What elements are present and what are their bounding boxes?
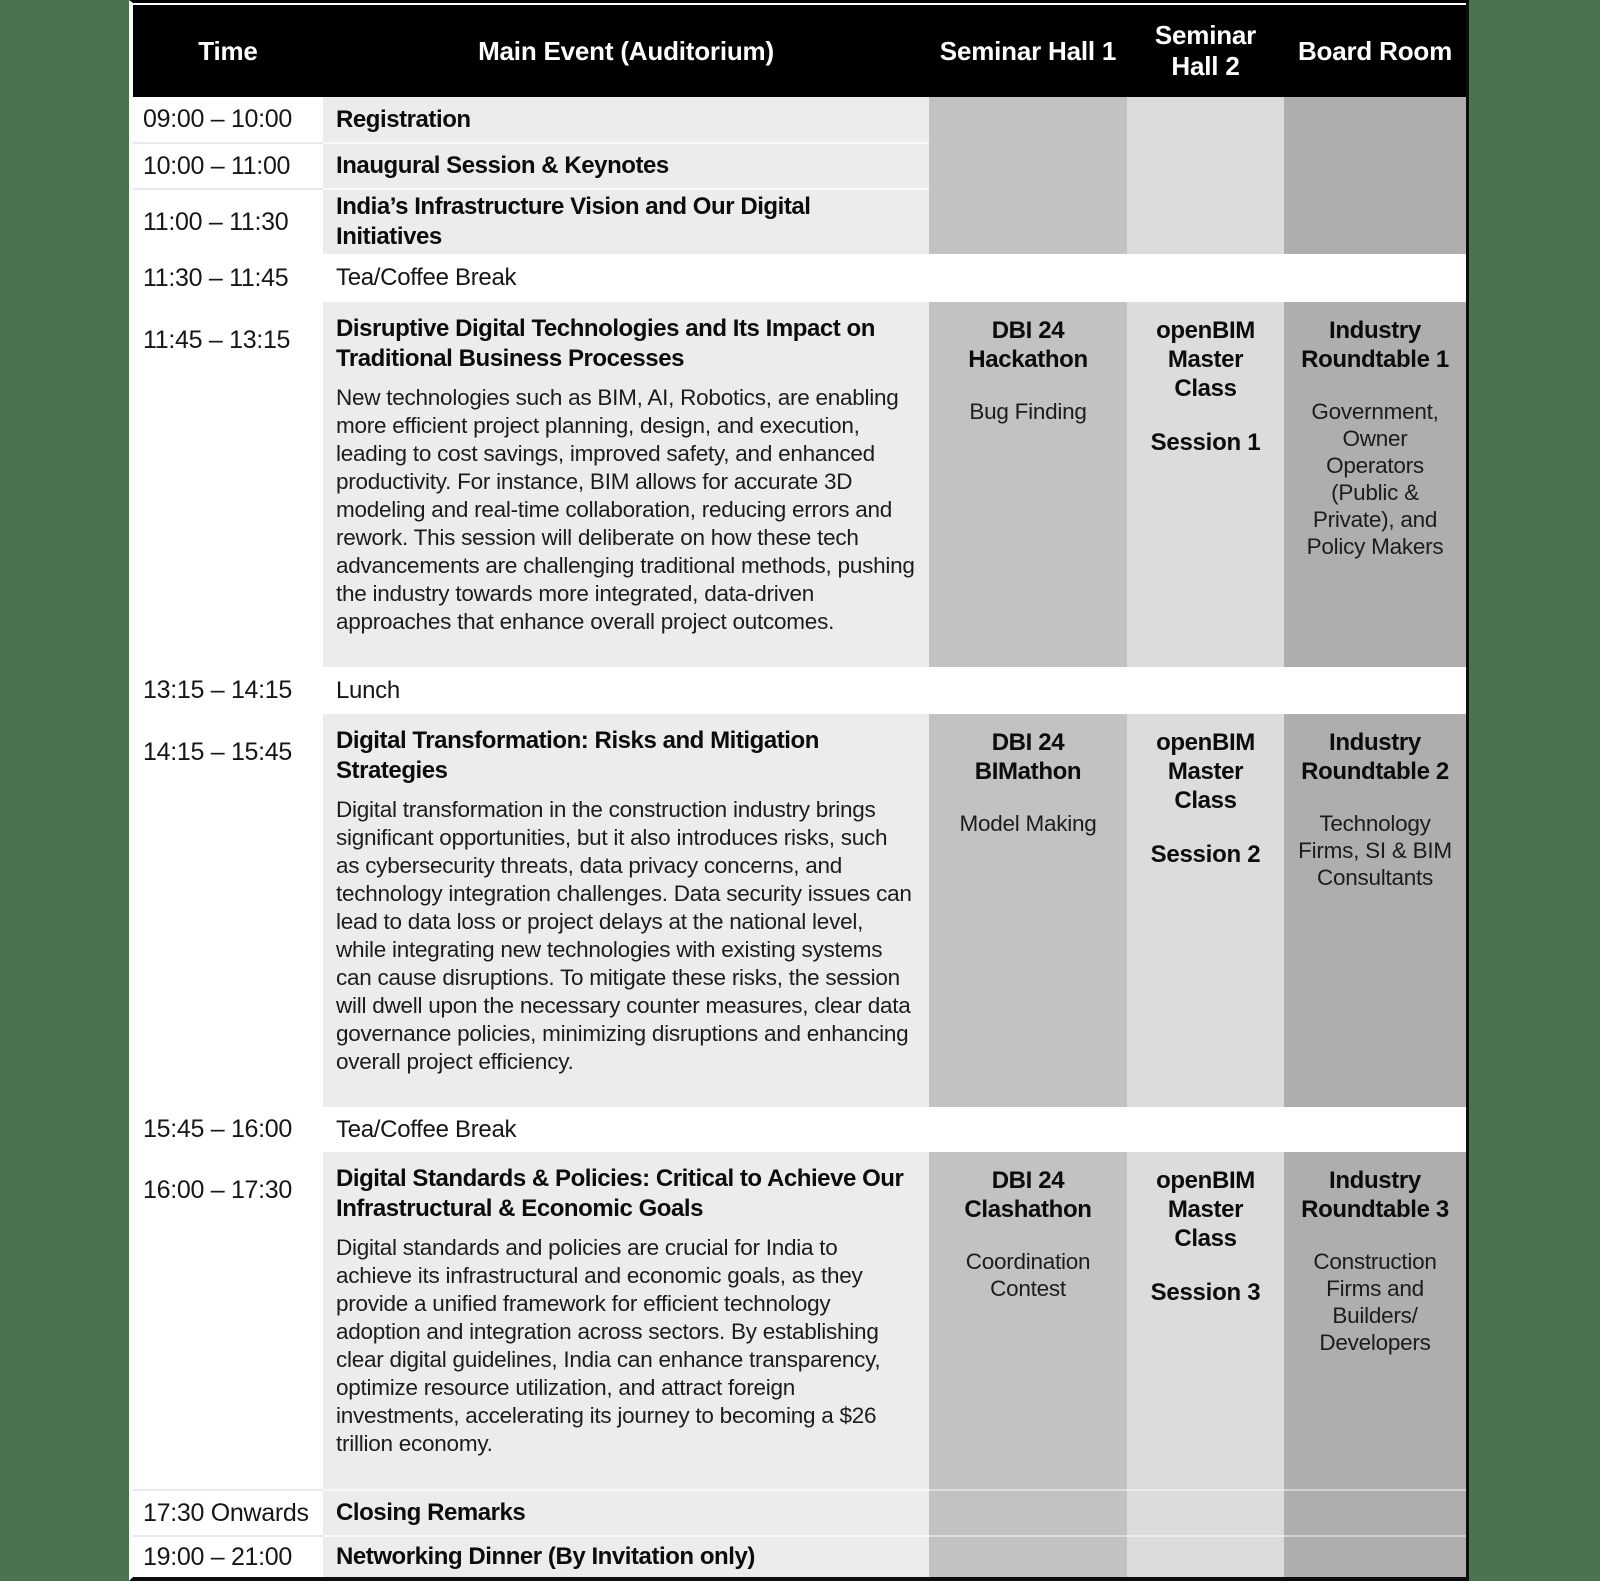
hall1-cell-empty xyxy=(929,1535,1127,1577)
schedule-table xyxy=(129,0,1469,1581)
header-cell-board-room: Board Room xyxy=(1297,35,1452,66)
break-label: Lunch xyxy=(336,676,400,704)
break-cell xyxy=(323,254,929,302)
hall1-subtitle: Bug Finding xyxy=(969,399,1087,424)
break-cell xyxy=(323,1107,929,1152)
hall2-session-label: Session 1 xyxy=(1150,429,1261,456)
hall2-title: openBIM Master Class xyxy=(1156,729,1255,814)
table-row xyxy=(133,1535,1466,1577)
hall2-cell xyxy=(1127,714,1284,1107)
table-header-row xyxy=(133,5,1466,97)
hall1-title: DBI 24 Hackathon xyxy=(968,317,1088,373)
header-cell-seminar-hall-2: Seminar Hall 2 xyxy=(1154,20,1257,81)
time-cell: 13:15 – 14:15 xyxy=(133,667,323,714)
session-description: Digital standards and policies are crucial for India to achieve its infrastructural and economic goals, as they provide a unified framework for efficient technology adoption and integration across sectors. By establishing clear digital guidelines, India can enhance transparency, optimize resource utilization, and attract foreign investments, accelerating its journey to becoming a $26 trillion economy. xyxy=(336,1235,881,1456)
board-cell-empty xyxy=(1284,1535,1466,1577)
time-cell: 16:00 – 17:30 xyxy=(133,1152,323,1489)
header-cell-main-event: Main Event (Auditorium) xyxy=(478,35,774,66)
board-cell-empty xyxy=(1284,142,1466,188)
time-cell: 14:15 – 15:45 xyxy=(133,714,323,1107)
hall1-title: DBI 24 BIMathon xyxy=(974,729,1082,785)
break-cell xyxy=(323,667,929,714)
time-cell: 10:00 – 11:00 xyxy=(133,142,323,188)
board-cell-empty xyxy=(1284,254,1466,302)
session-description: New technologies such as BIM, AI, Robotics, are enabling more efficient project planning, design, and execution, leading to cost savings, improved safety, and enhanced productivity. For instance, BIM allows for accurate 3D modeling and real-time collaboration, reducing errors and rework. This session will deliberate on how these tech advancements are challenging traditional methods, pushing the industry towards more integrated, data-driven approaches that enhance overall project outcomes. xyxy=(336,385,915,634)
event-title: Inaugural Session & Keynotes xyxy=(336,152,669,179)
break-row xyxy=(133,254,1466,302)
time-cell: 11:00 – 11:30 xyxy=(133,188,323,254)
time-cell: 11:45 – 13:15 xyxy=(133,302,323,667)
event-title: India’s Infrastructure Vision and Our Digital Initiatives xyxy=(336,193,811,250)
session-title: Digital Standards & Policies: Critical to Achieve Our Infrastructural & Economic Goals xyxy=(336,1165,904,1222)
session-description: Digital transformation in the construction industry brings significant opportunities, but it also introduces risks, such as cybersecurity threats, data privacy concerns, and technology integration challenges. Data security issues can lead to data loss or project delays at the national level, while integrating new technologies with existing systems can cause disruptions. To mitigate these risks, the session will dwell upon the necessary counter measures, clear data governance policies, minimizing disruptions and enhancing overall project efficiency. xyxy=(336,797,912,1074)
break-label: Tea/Coffee Break xyxy=(336,1115,517,1143)
hall1-cell xyxy=(929,1152,1127,1489)
session-row xyxy=(133,302,1466,667)
board-room-cell xyxy=(1284,302,1466,667)
hall2-cell-empty xyxy=(1127,1535,1284,1577)
board-room-title: Industry Roundtable 3 xyxy=(1301,1167,1449,1223)
break-row xyxy=(133,667,1466,714)
hall1-subtitle: Model Making xyxy=(959,811,1097,836)
event-cell xyxy=(323,97,929,142)
hall2-session-label: Session 2 xyxy=(1150,841,1261,868)
table-row xyxy=(133,188,1466,254)
board-room-cell xyxy=(1284,714,1466,1107)
board-room-subtitle: Government, Owner Operators (Public & Private), and Policy Makers xyxy=(1306,399,1444,559)
session-title: Digital Transformation: Risks and Mitigation Strategies xyxy=(336,727,819,784)
event-cell xyxy=(323,188,929,254)
event-title: Registration xyxy=(336,105,471,133)
hall2-session-label: Session 3 xyxy=(1150,1279,1261,1306)
hall1-cell-empty xyxy=(929,1107,1127,1152)
session-cell xyxy=(323,1152,929,1489)
event-title: Closing Remarks xyxy=(336,1499,526,1526)
table-row xyxy=(133,1489,1466,1535)
event-cell xyxy=(323,1489,929,1535)
hall2-title: openBIM Master Class xyxy=(1156,1167,1255,1252)
session-title: Disruptive Digital Technologies and Its Impact on Traditional Business Processes xyxy=(336,315,875,372)
time-cell: 17:30 Onwards xyxy=(133,1489,323,1535)
hall2-cell-empty xyxy=(1127,667,1284,714)
hall1-title: DBI 24 Clashathon xyxy=(964,1167,1092,1223)
hall1-cell-empty xyxy=(929,97,1127,142)
board-room-title: Industry Roundtable 1 xyxy=(1301,317,1449,373)
time-cell: 11:30 – 11:45 xyxy=(133,254,323,302)
table-row xyxy=(133,142,1466,188)
time-cell: 09:00 – 10:00 xyxy=(133,97,323,142)
board-cell-empty xyxy=(1284,667,1466,714)
hall1-cell-empty xyxy=(929,667,1127,714)
break-row xyxy=(133,1107,1466,1152)
session-cell xyxy=(323,302,929,667)
hall2-cell-empty xyxy=(1127,1107,1284,1152)
hall1-subtitle: Coordination Contest xyxy=(965,1249,1091,1301)
header-cell-seminar-hall-1: Seminar Hall 1 xyxy=(939,35,1117,66)
event-cell xyxy=(323,1535,929,1577)
hall2-cell-empty xyxy=(1127,254,1284,302)
hall2-cell-empty xyxy=(1127,188,1284,254)
break-label: Tea/Coffee Break xyxy=(336,264,517,291)
event-title: Networking Dinner (By Invitation only) xyxy=(336,1543,755,1570)
board-room-subtitle: Construction Firms and Builders/ Developers xyxy=(1313,1249,1437,1355)
session-row xyxy=(133,714,1466,1107)
session-row xyxy=(133,1152,1466,1489)
board-cell-empty xyxy=(1284,1489,1466,1535)
time-cell: 15:45 – 16:00 xyxy=(133,1107,323,1152)
board-cell-empty xyxy=(1284,1107,1466,1152)
board-room-subtitle: Technology Firms, SI & BIM Consultants xyxy=(1298,811,1452,890)
board-room-title: Industry Roundtable 2 xyxy=(1301,729,1449,785)
hall2-title: openBIM Master Class xyxy=(1156,317,1255,402)
board-room-cell xyxy=(1284,1152,1466,1489)
hall2-cell-empty xyxy=(1127,97,1284,142)
hall1-cell-empty xyxy=(929,1489,1127,1535)
hall1-cell-empty xyxy=(929,254,1127,302)
hall2-cell xyxy=(1127,1152,1284,1489)
hall1-cell-empty xyxy=(929,188,1127,254)
event-cell xyxy=(323,142,929,188)
hall2-cell-empty xyxy=(1127,142,1284,188)
hall2-cell xyxy=(1127,302,1284,667)
session-cell xyxy=(323,714,929,1107)
board-cell-empty xyxy=(1284,188,1466,254)
hall2-cell-empty xyxy=(1127,1489,1284,1535)
hall1-cell xyxy=(929,714,1127,1107)
hall1-cell-empty xyxy=(929,142,1127,188)
header-cell-time: Time xyxy=(198,35,258,66)
hall1-cell xyxy=(929,302,1127,667)
time-cell: 19:00 – 21:00 xyxy=(133,1535,323,1577)
table-row xyxy=(133,97,1466,142)
board-cell-empty xyxy=(1284,97,1466,142)
